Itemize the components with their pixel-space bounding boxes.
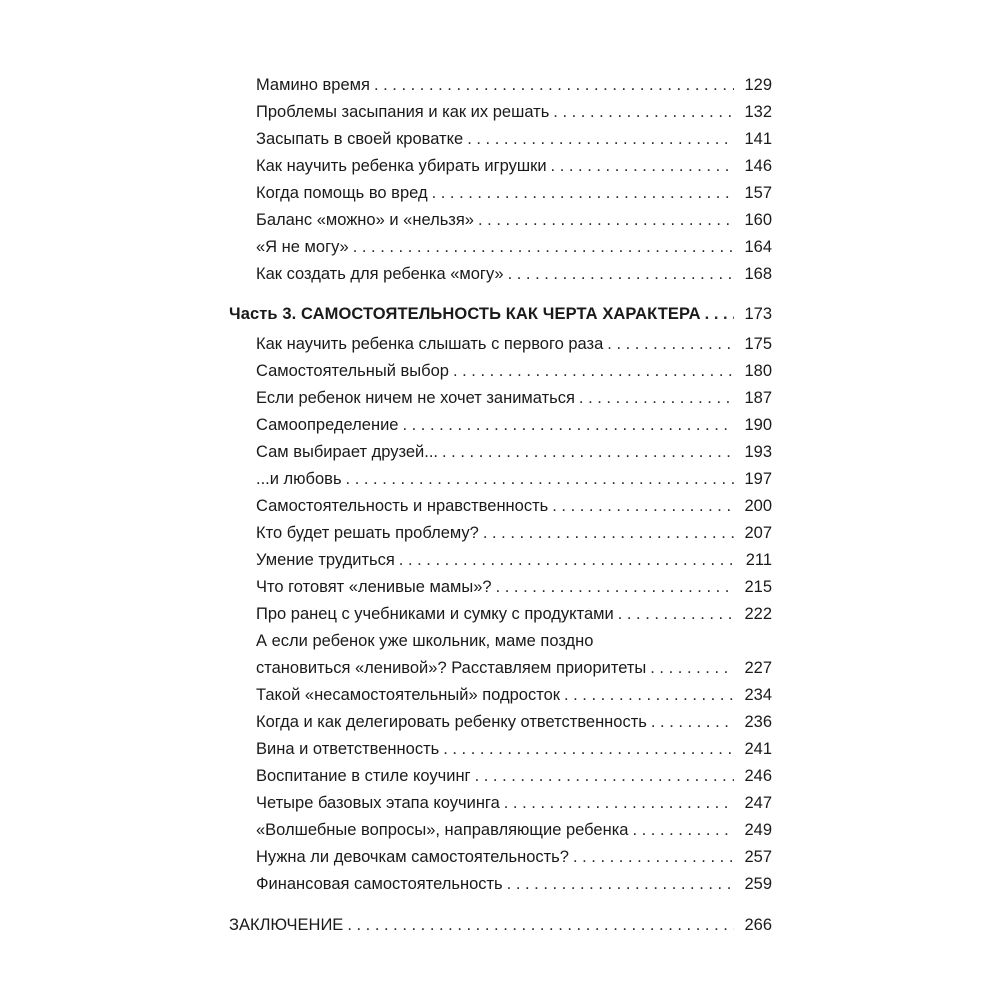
part-page: 173 xyxy=(744,305,772,323)
dot-leader xyxy=(467,126,734,153)
dot-leader xyxy=(399,547,734,574)
toc-entry-page: 180 xyxy=(744,362,772,380)
dot-leader xyxy=(607,331,734,358)
toc-entry-page: 193 xyxy=(744,443,772,461)
toc-entry-title: «Волшебные вопросы», направляющие ребенка xyxy=(256,821,629,839)
toc-entry xyxy=(229,99,772,126)
dot-leader xyxy=(347,912,734,939)
toc-entry-page: 129 xyxy=(744,76,772,94)
toc-part-heading xyxy=(229,301,772,328)
toc-entry xyxy=(229,126,772,153)
toc-entry xyxy=(229,466,772,493)
toc-entry-title-line-1: А если ребенок уже школьник, маме поздно xyxy=(256,632,594,650)
toc-entry-title: Что готовят «ленивые мамы»? xyxy=(256,578,492,596)
toc-entry-title: Кто будет решать проблему? xyxy=(256,524,479,542)
toc-entry-title: Мамино время xyxy=(256,76,370,94)
toc-entry-title-line-2: становиться «ленивой»? Расставляем приоритеты xyxy=(256,659,647,677)
dot-leader xyxy=(443,736,734,763)
toc-entry-title: Нужна ли девочкам самостоятельность? xyxy=(256,848,569,866)
toc-entry-page: 175 xyxy=(744,335,772,353)
toc-entry-title: Как научить ребенка слышать с первого раза xyxy=(256,335,604,353)
toc-entry-title: Самоопределение xyxy=(256,416,399,434)
dot-leader xyxy=(504,790,734,817)
toc-entry-page: 236 xyxy=(744,713,772,731)
toc-entry-page: 257 xyxy=(744,848,772,866)
toc-entry xyxy=(229,261,772,288)
dot-leader xyxy=(651,709,734,736)
toc-entry xyxy=(229,871,772,898)
dot-leader xyxy=(453,358,734,385)
dot-leader xyxy=(353,234,734,261)
dot-leader xyxy=(483,520,734,547)
toc-entry-page: 246 xyxy=(744,767,772,785)
toc-entry-title: Когда помощь во вред xyxy=(256,184,428,202)
dot-leader xyxy=(573,844,734,871)
dot-leader xyxy=(508,261,734,288)
toc-entry-title: Засыпать в своей кроватке xyxy=(256,130,464,148)
toc-entry xyxy=(229,574,772,601)
toc-entry-title: Умение трудиться xyxy=(256,551,395,569)
toc-entry xyxy=(229,790,772,817)
toc-entry-page: 249 xyxy=(744,821,772,839)
toc-entry xyxy=(229,331,772,358)
toc-entry xyxy=(229,234,772,261)
toc-entry xyxy=(229,709,772,736)
toc-conclusion xyxy=(229,912,772,939)
toc-entry-page: 227 xyxy=(744,659,772,677)
toc-entry xyxy=(229,817,772,844)
toc-entry-title: Воспитание в стиле коучинг xyxy=(256,767,471,785)
toc-entry-page: 207 xyxy=(744,524,772,542)
toc-entry-page: 164 xyxy=(744,238,772,256)
toc-entry-page: 187 xyxy=(744,389,772,407)
toc-entry xyxy=(229,180,772,207)
toc-entry xyxy=(229,547,772,574)
dot-leader xyxy=(507,871,734,898)
toc-entry xyxy=(229,520,772,547)
toc-entry xyxy=(229,655,772,682)
toc-entry-title: Самостоятельный выбор xyxy=(256,362,449,380)
toc-entry xyxy=(229,493,772,520)
toc-entry-title: Самостоятельность и нравственность xyxy=(256,497,549,515)
dot-leader xyxy=(432,180,734,207)
dot-leader xyxy=(475,763,734,790)
toc-entry xyxy=(229,412,772,439)
toc-entry xyxy=(229,439,772,466)
dot-leader xyxy=(552,493,734,520)
toc-entry-title: Когда и как делегировать ребенку ответственность xyxy=(256,713,647,731)
dot-leader xyxy=(402,412,734,439)
toc-entry-page: 222 xyxy=(744,605,772,623)
dot-leader xyxy=(579,385,734,412)
toc-entry-title: Если ребенок ничем не хочет заниматься xyxy=(256,389,575,407)
toc-entry xyxy=(229,763,772,790)
dot-leader xyxy=(374,72,734,99)
toc-entry-page: 146 xyxy=(744,157,772,175)
toc-entry-title: «Я не могу» xyxy=(256,238,349,256)
toc-entry-title: Финансовая самостоятельность xyxy=(256,875,503,893)
toc-entry-page: 211 xyxy=(745,551,772,569)
toc-entry xyxy=(229,385,772,412)
toc-entry-title: Проблемы засыпания и как их решать xyxy=(256,103,550,121)
toc-entry xyxy=(229,358,772,385)
dot-leader xyxy=(553,99,734,126)
conclusion-title: ЗАКЛЮЧЕНИЕ xyxy=(229,916,344,934)
toc-entry-title: Баланс «можно» и «нельзя» xyxy=(256,211,474,229)
toc-entry xyxy=(229,736,772,763)
toc-entry-title: Как создать для ребенка «могу» xyxy=(256,265,504,283)
toc-entry-page: 141 xyxy=(744,130,772,148)
toc-entry-title: Про ранец с учебниками и сумку с продуктами xyxy=(256,605,614,623)
toc-entry-title: ...и любовь xyxy=(256,470,342,488)
dot-leader xyxy=(705,301,734,328)
toc-entry-page: 197 xyxy=(744,470,772,488)
conclusion-page: 266 xyxy=(744,916,772,934)
toc-entry-page: 215 xyxy=(744,578,772,596)
dot-leader xyxy=(551,153,734,180)
dot-leader xyxy=(564,682,734,709)
toc-entry xyxy=(229,844,772,871)
table-of-contents xyxy=(229,72,772,939)
toc-entry-page: 157 xyxy=(744,184,772,202)
toc-entry xyxy=(229,682,772,709)
toc-entry-page: 234 xyxy=(744,686,772,704)
toc-entry-page: 160 xyxy=(744,211,772,229)
dot-leader xyxy=(650,655,734,682)
toc-entry-page: 259 xyxy=(744,875,772,893)
toc-entry xyxy=(229,153,772,180)
toc-entry-title: Сам выбирает друзей... xyxy=(256,443,439,461)
toc-entry-page: 200 xyxy=(744,497,772,515)
toc-entry xyxy=(229,207,772,234)
toc-entry-title: Четыре базовых этапа коучинга xyxy=(256,794,500,812)
toc-entry-page: 241 xyxy=(744,740,772,758)
toc-entry-page: 168 xyxy=(744,265,772,283)
toc-entry-title: Вина и ответственность xyxy=(256,740,440,758)
toc-entry-title: Такой «несамостоятельный» подросток xyxy=(256,686,560,704)
dot-leader xyxy=(632,817,734,844)
toc-entry-page: 132 xyxy=(744,103,772,121)
toc-entry-page: 190 xyxy=(744,416,772,434)
toc-entry-title: Как научить ребенка убирать игрушки xyxy=(256,157,547,175)
dot-leader xyxy=(496,574,734,601)
toc-entry xyxy=(229,601,772,628)
toc-entry xyxy=(229,72,772,99)
dot-leader xyxy=(618,601,734,628)
dot-leader xyxy=(346,466,734,493)
toc-entry-page: 247 xyxy=(744,794,772,812)
part-title: Часть 3. САМОСТОЯТЕЛЬНОСТЬ КАК ЧЕРТА ХАРАКТЕРА xyxy=(229,305,701,323)
dot-leader xyxy=(442,439,734,466)
dot-leader xyxy=(478,207,734,234)
